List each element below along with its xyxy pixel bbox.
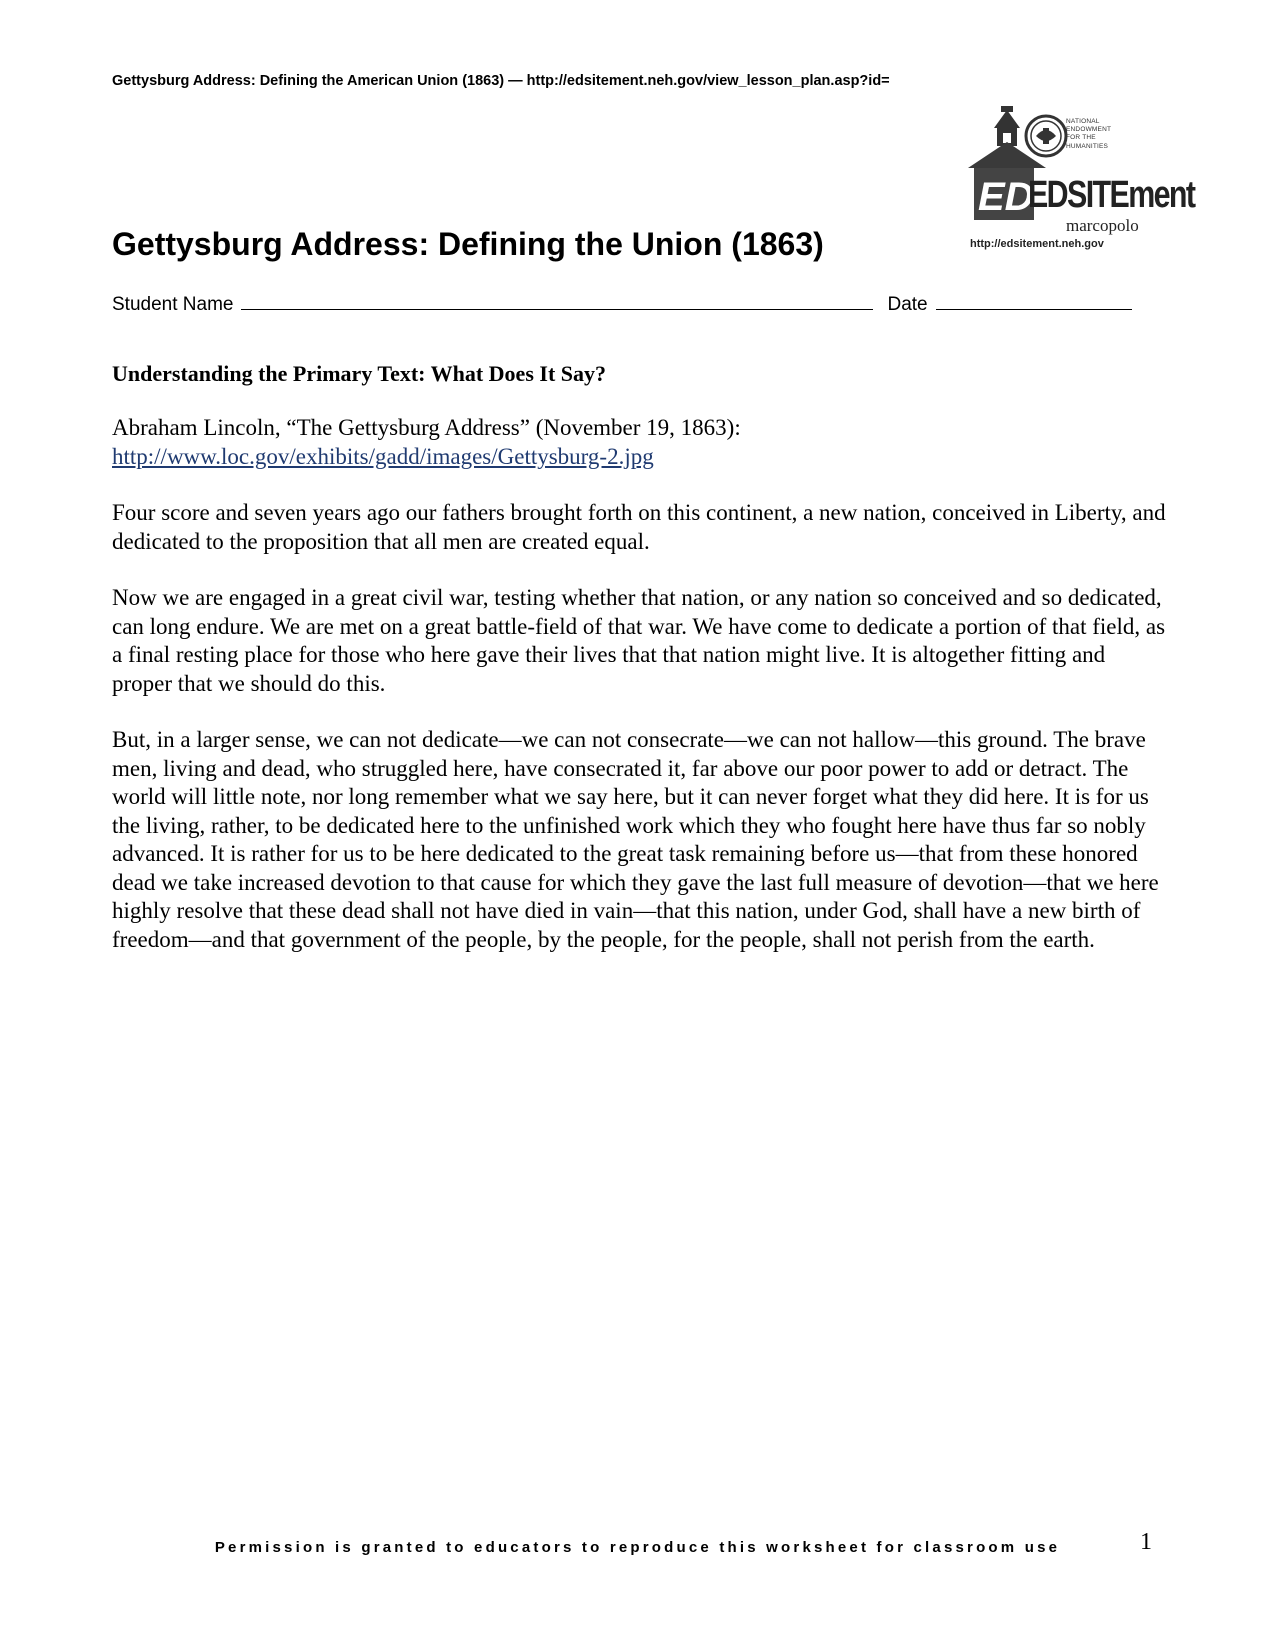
address-paragraph-1: Four score and seven years ago our fathers brought forth on this continent, a new nation, conceived in Liberty, and dedicated to the proposition that all men are created equal.: [112, 500, 1166, 554]
source-link[interactable]: http://www.loc.gov/exhibits/gadd/images/Gettysburg-2.jpg: [112, 443, 654, 469]
worksheet-body: [112, 360, 1170, 982]
logo-subtitle: marcopolo: [1066, 216, 1139, 235]
date-label: Date: [887, 294, 928, 315]
address-paragraph-3: But, in a larger sense, we can not dedicate—we can not consecrate—we can not hallow—this ground. The brave men, living and dead, who struggled here, have consecrated it, far above our poor power to add or detract. The world will little note, nor long remember what we say here, but it can never forget what they did here. It is for us the living, rather, to be dedicated here to the unfinished work which they who fought here have thus far so nobly advanced. It is rather for us to be here dedicated to the great task remaining before us—that from these honored dead we take increased devotion to that cause for which they gave the last full measure of devotion—that we here highly resolve that these dead shall not have died in vain—that this nation, under God, shall have a new birth of freedom—and that government of the people, by the people, for the people, shall not perish from the earth.: [112, 727, 1159, 952]
student-name-label: Student Name: [112, 294, 234, 315]
source-citation: [112, 414, 1170, 471]
page-title: Gettysburg Address: Defining the Union (1863): [112, 226, 824, 262]
svg-text:ED: ED: [978, 175, 1034, 219]
date-field[interactable]: [936, 289, 1132, 310]
running-head: Gettysburg Address: Defining the American Union (1863) — http://edsitement.neh.gov/view_lesson_plan.asp?id=: [112, 73, 890, 89]
address-paragraph-2: Now we are engaged in a great civil war, testing whether that nation, or any nation so conceived and so dedicated, can long endure. We are met on a great battle-field of that war. We have come to dedicate a portion of that field, as a final resting place for those who here gave their lives that that nation might live. It is altogether fitting and proper that we should do this.: [112, 585, 1166, 696]
student-info-row: [112, 289, 1163, 316]
source-line: Abraham Lincoln, “The Gettysburg Address” (November 19, 1863):: [112, 415, 741, 440]
neh-org-name: NATIONAL ENDOWMENT FOR THE HUMANITIES: [1066, 118, 1112, 150]
page-number: 1: [1140, 1529, 1152, 1555]
permission-footer: Permission is granted to educators to reproduce this worksheet for classroom use: [214, 1539, 1061, 1556]
section-heading: Understanding the Primary Text: What Does It Say?: [112, 361, 607, 386]
logo-url: http://edsitement.neh.gov: [970, 238, 1104, 250]
student-name-field[interactable]: [241, 289, 873, 310]
logo-wordmark: EDSITEment: [1028, 174, 1195, 216]
edsitement-logo: [966, 106, 1195, 256]
